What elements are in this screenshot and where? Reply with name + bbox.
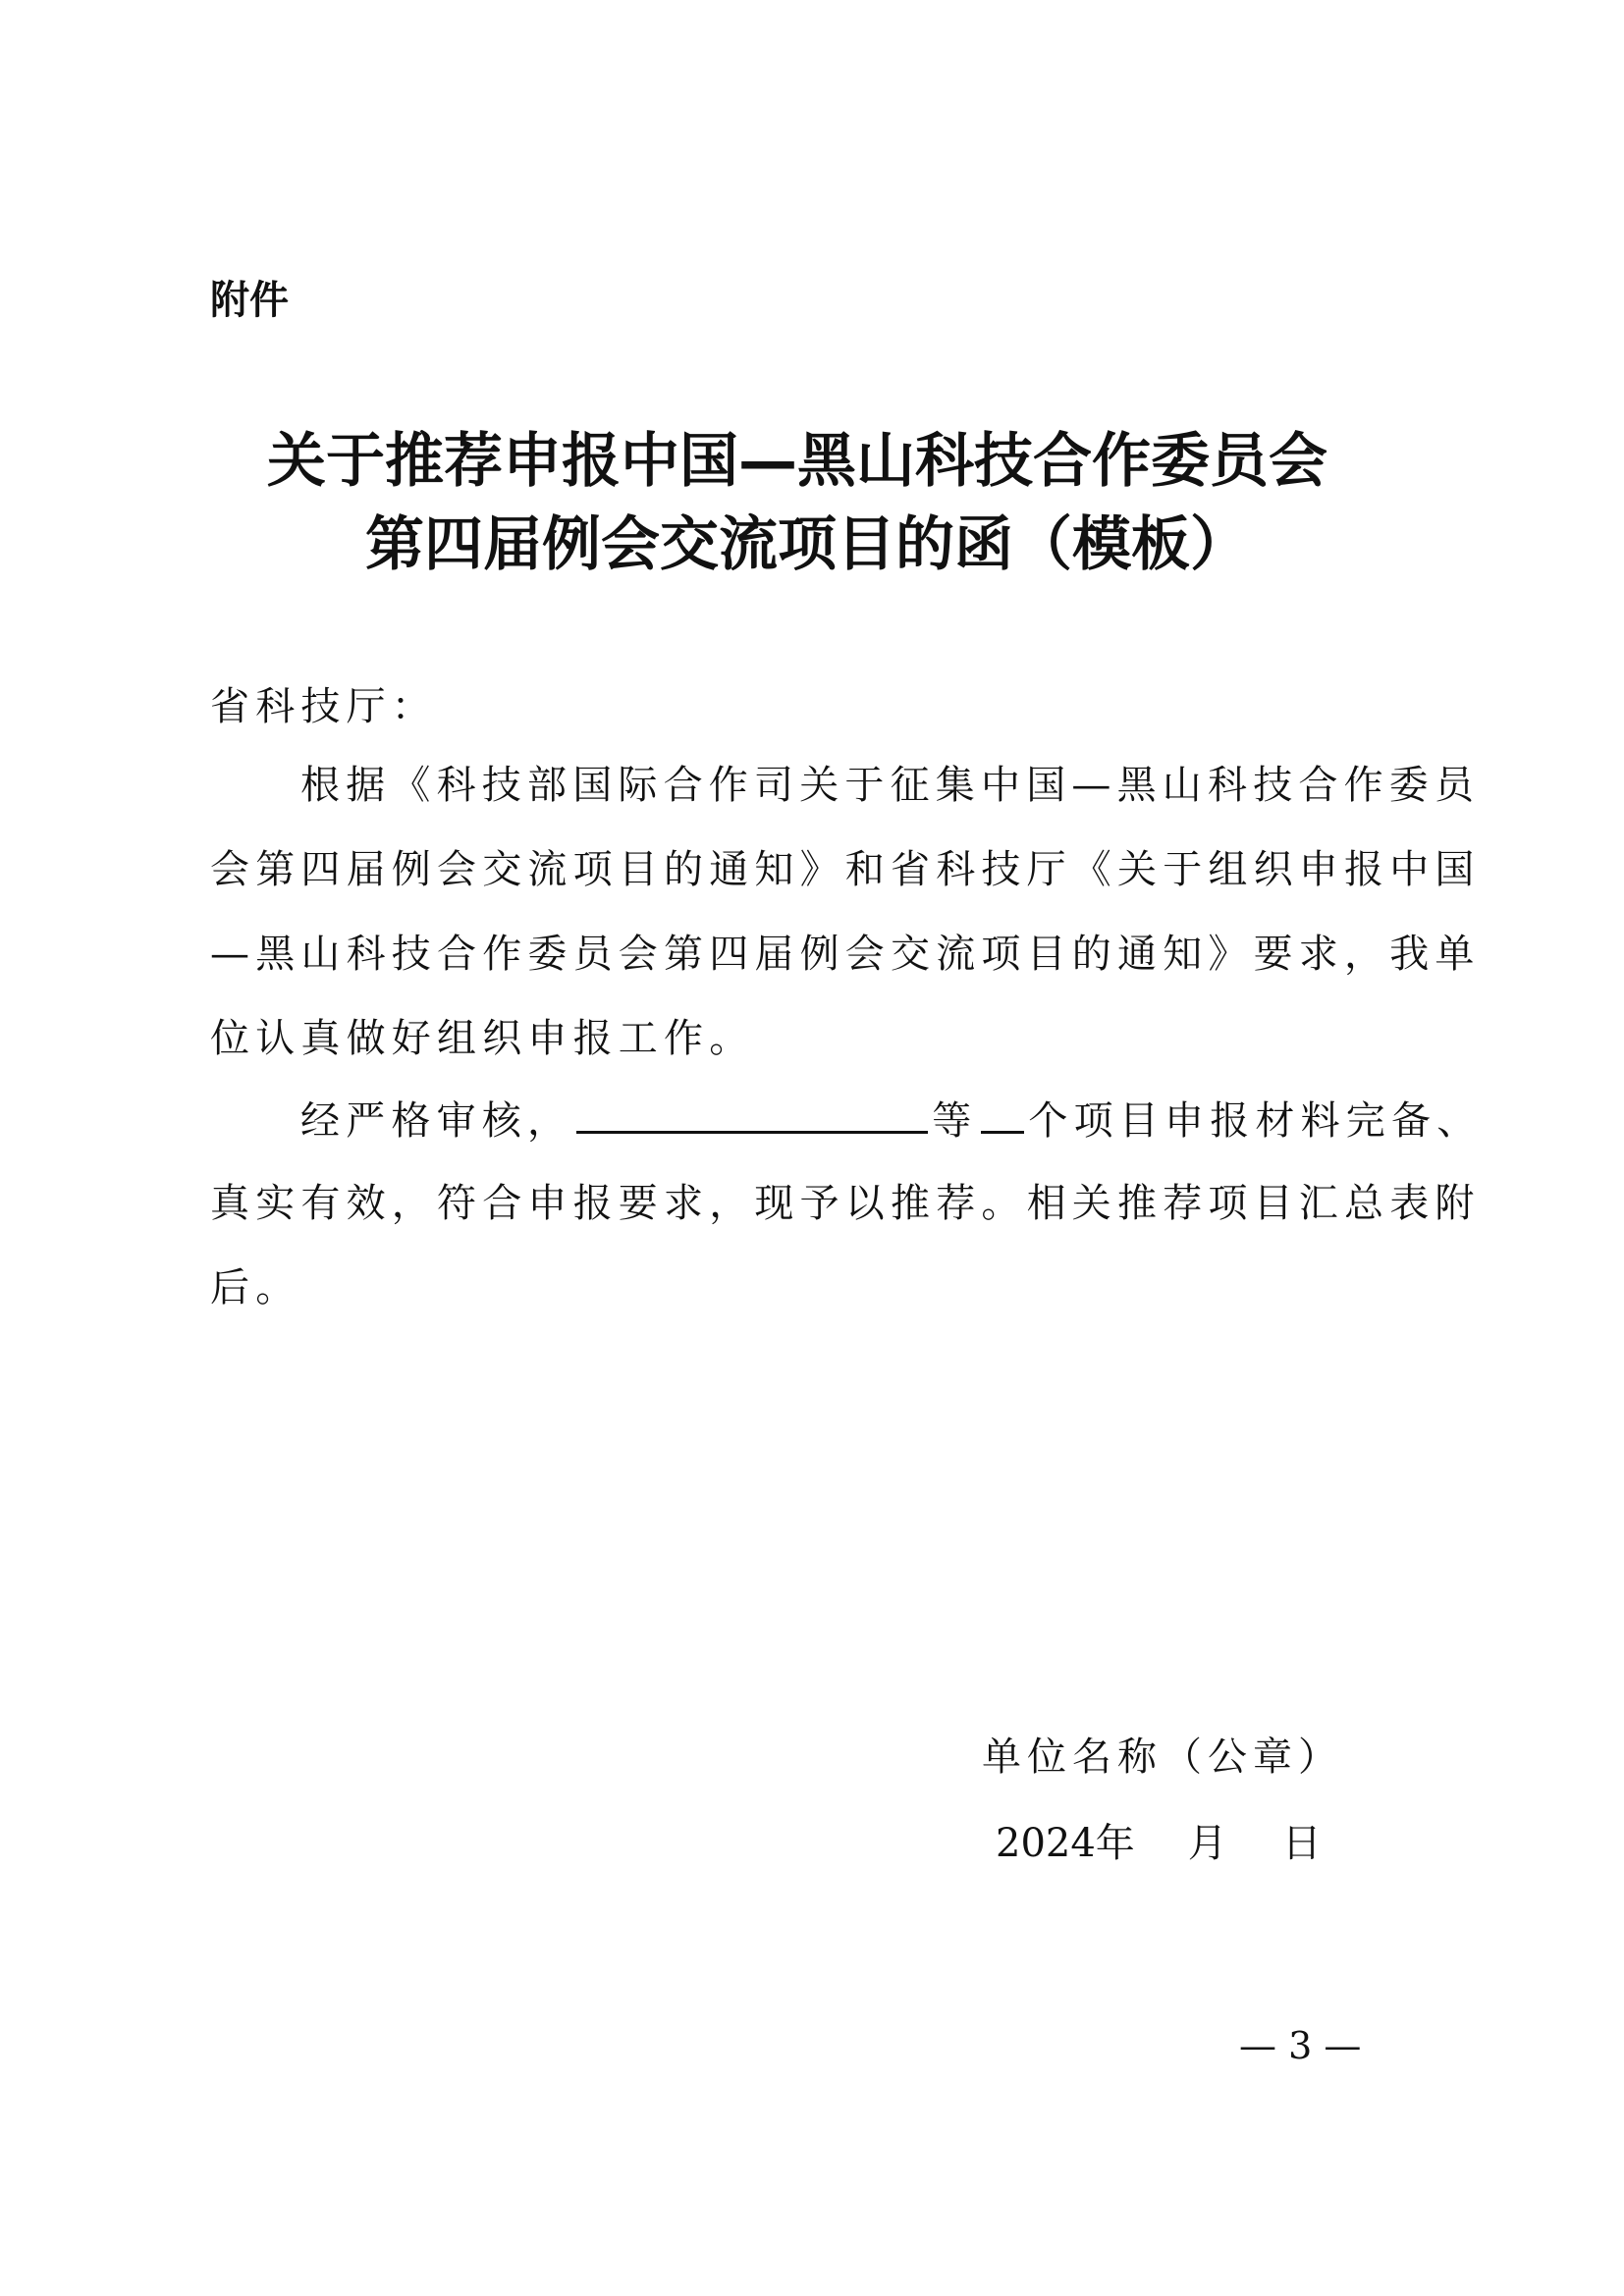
paragraph-2-line-3: 后。 (210, 1265, 301, 1310)
signature-year: 2024年 (996, 1821, 1135, 1866)
document-title-line-2: 第四届例会交流项目的函（模板） (365, 510, 1249, 579)
paragraph-2-prefix: 经严格审核， (300, 1098, 573, 1144)
paragraph-1-line-4: 位认真做好组织申报工作。 (210, 1016, 755, 1061)
project-names-blank[interactable] (576, 1092, 928, 1134)
signature-month: 月 (1187, 1821, 1227, 1866)
paragraph-2-line-1 (300, 1092, 1482, 1148)
salutation: 省科技厅： (210, 684, 437, 729)
paragraph-2-suffix: 个项目申报材料完备、 (1028, 1098, 1483, 1144)
paragraph-2-line-2: 真实有效，符合申报要求，现予以推荐。相关推荐项目汇总表附 (210, 1181, 1481, 1226)
project-count-blank[interactable] (981, 1092, 1024, 1134)
paragraph-2-middle: 等 (932, 1098, 978, 1144)
paragraph-1-line-1: 根据《科技部国际合作司关于征集中国—黑山科技合作委员 (300, 763, 1481, 808)
page-number: — 3 — (1239, 2024, 1362, 2067)
attachment-label: 附件 (210, 278, 289, 323)
signature-organization: 单位名称（公章） (982, 1735, 1343, 1780)
document-title-line-1: 关于推荐申报中国—黑山科技合作委员会 (267, 427, 1327, 496)
paragraph-1-line-2: 会第四届例会交流项目的通知》和省科技厅《关于组织申报中国 (210, 847, 1481, 892)
signature-day: 日 (1281, 1821, 1322, 1866)
paragraph-1-line-3: —黑山科技合作委员会第四届例会交流项目的通知》要求，我单 (210, 932, 1481, 977)
signature-date (996, 1816, 1322, 1871)
